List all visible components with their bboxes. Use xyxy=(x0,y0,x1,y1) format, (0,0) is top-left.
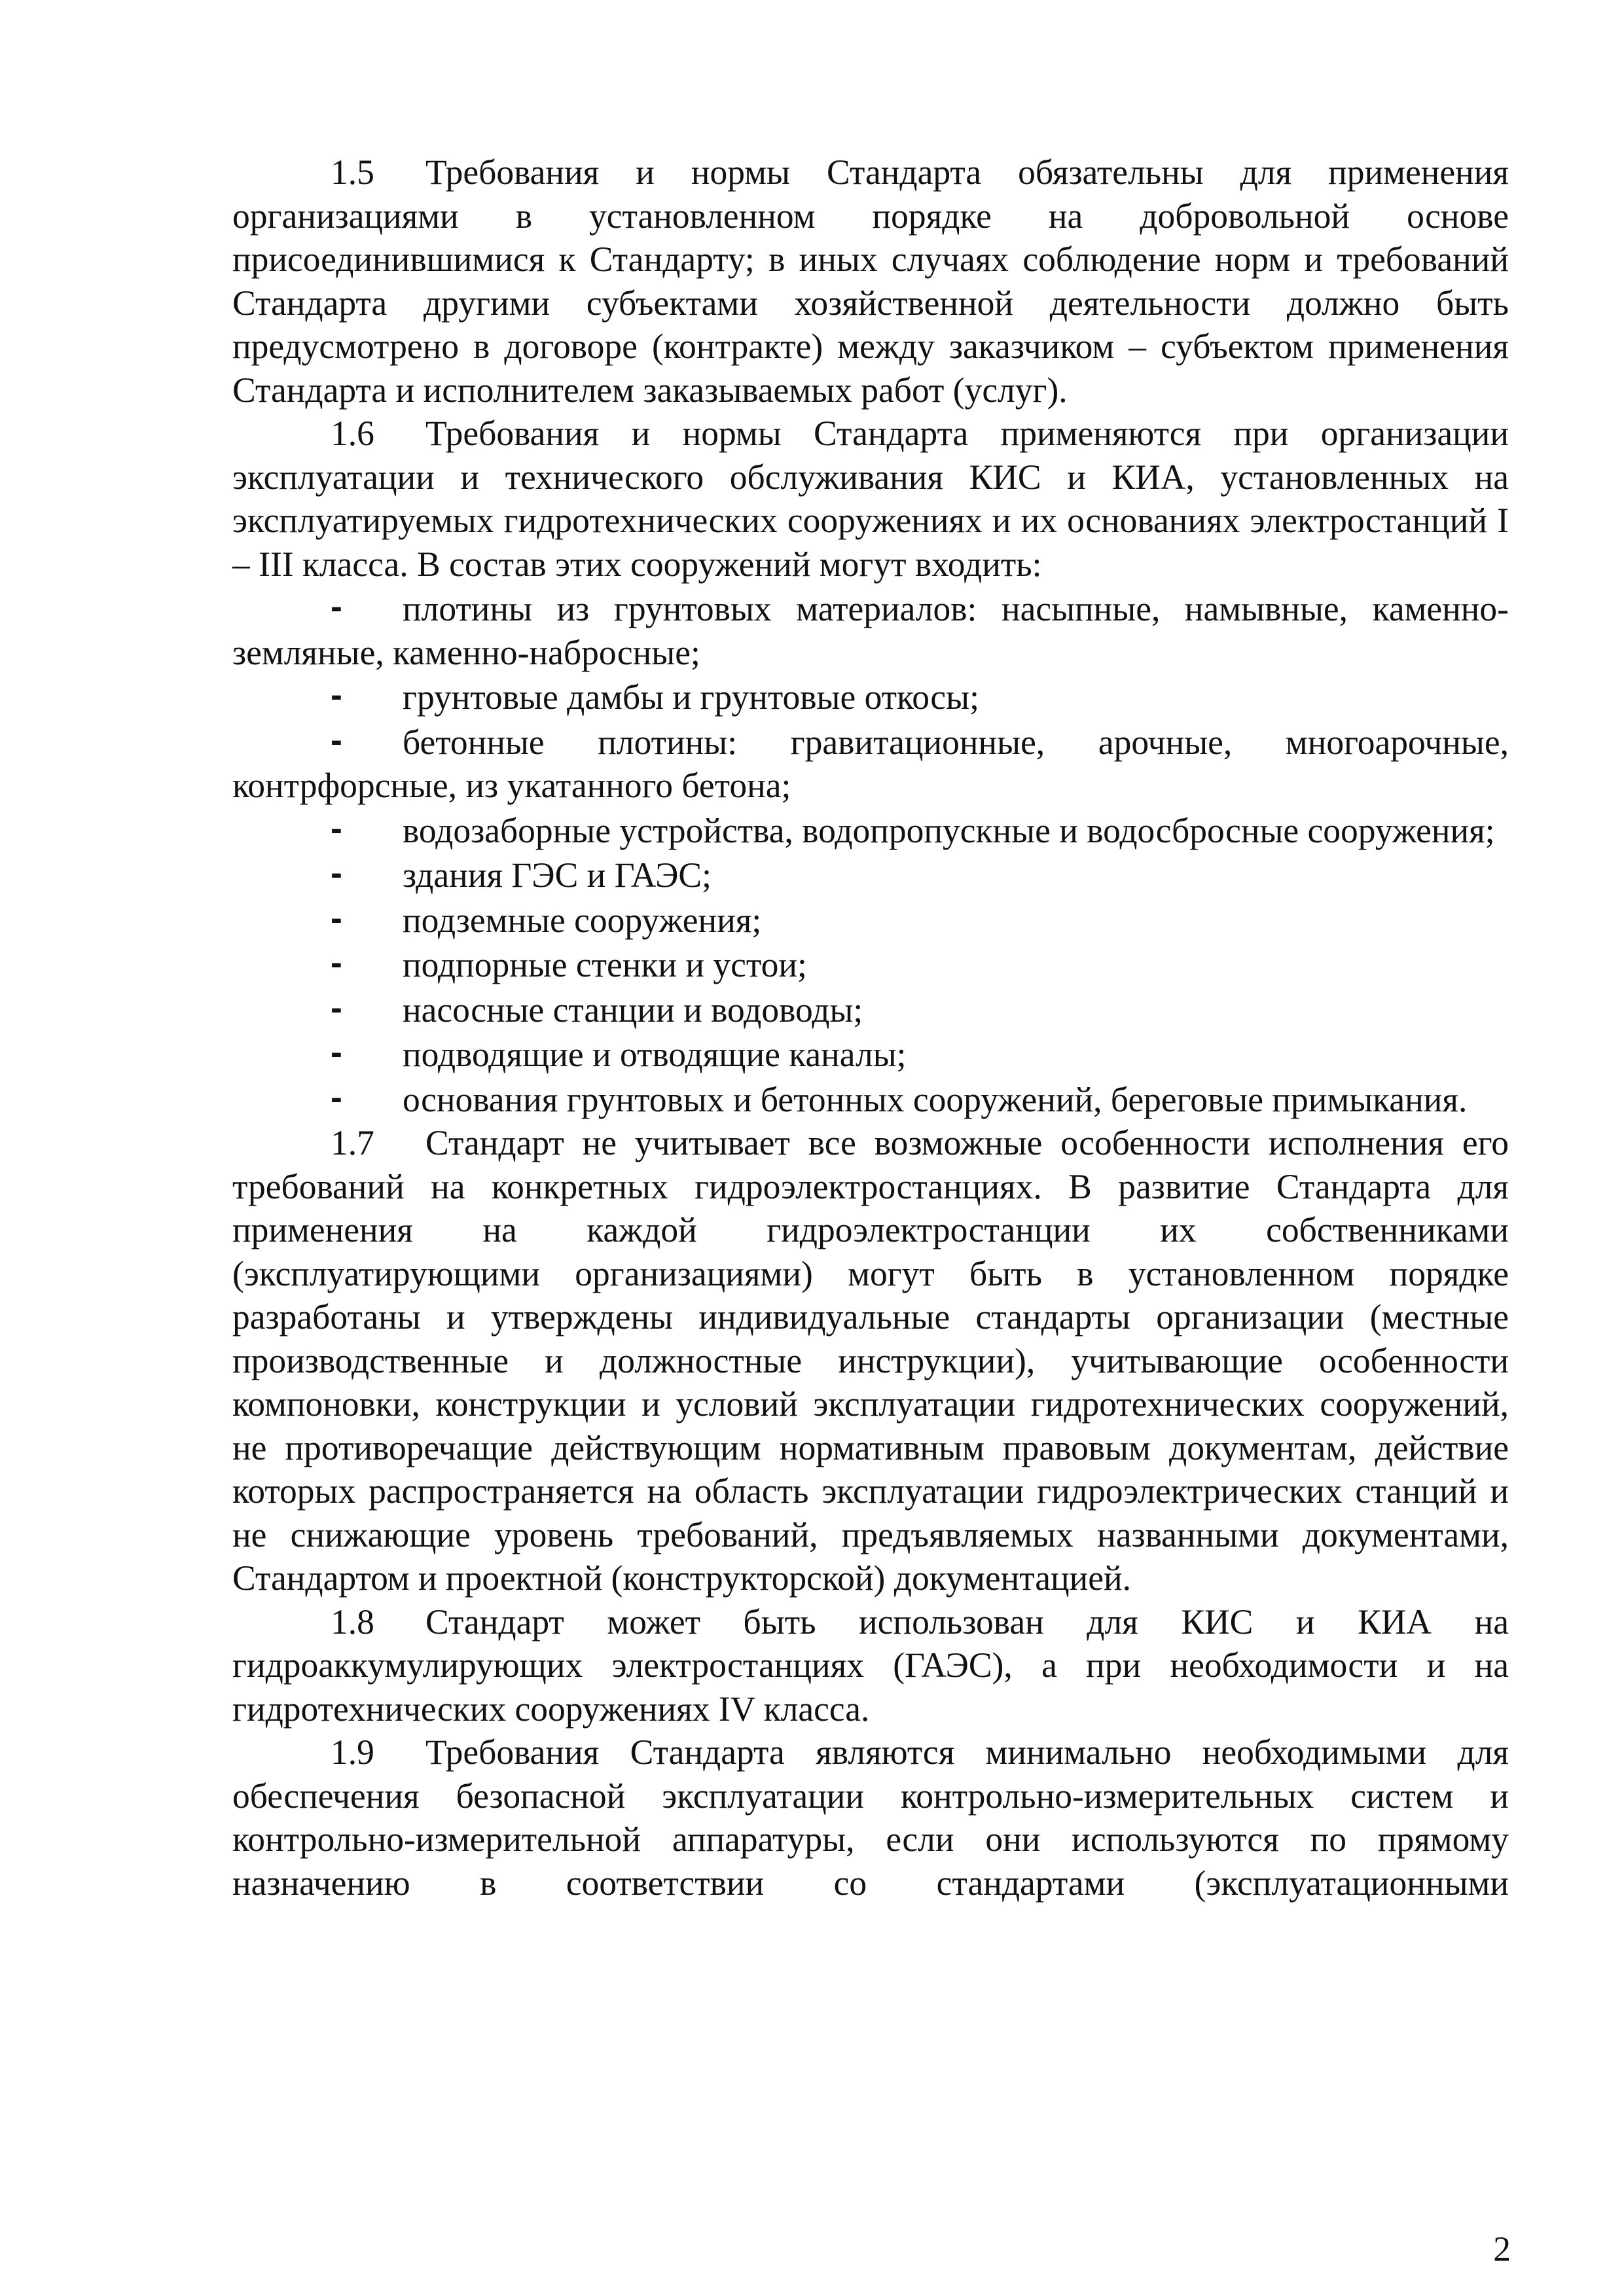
list-item xyxy=(232,674,1509,719)
list-item-text: подпорные стенки и устои; xyxy=(403,945,807,984)
dash-marker: - xyxy=(331,676,342,715)
list-item xyxy=(232,852,1509,897)
list-item-text: водозаборные устройства, водопропускные и водосбросные сооружения; xyxy=(403,810,1495,850)
list-item xyxy=(232,1077,1509,1122)
list-item-text: бетонные плотины: гравитационные, арочные, многоарочные, контрфорсные, из укатанного бетона; xyxy=(232,722,1509,805)
dash-marker: - xyxy=(331,944,342,982)
page-number: 2 xyxy=(1493,2229,1511,2269)
list-item xyxy=(232,897,1509,942)
list-item-text: основания грунтовых и бетонных сооружений, береговые примыкания. xyxy=(403,1079,1468,1119)
clause-number: 1.5 xyxy=(331,152,374,192)
dash-marker: - xyxy=(331,854,342,893)
dash-marker: - xyxy=(331,809,342,848)
clause-1-8 xyxy=(232,1600,1509,1731)
clause-1-9 xyxy=(232,1731,1509,1905)
list-item xyxy=(232,987,1509,1032)
clause-text: Стандарт может быть использован для КИС и КИА на гидроаккумулирующих электростанциях (ГАЭС), а при необходимости и на гидротехнических сооружениях IV класса. xyxy=(232,1602,1509,1729)
clause-text: Требования и нормы Стандарта применяются при организации эксплуатации и технического обслуживания КИС и КИА, установленных на эксплуатируемых гидротехнических сооружениях и их основаниях электростанций I – III класса. В состав этих сооружений могут входить: xyxy=(232,414,1509,584)
dash-marker: - xyxy=(331,1078,342,1117)
clause-number: 1.6 xyxy=(331,414,374,453)
list-item-text: здания ГЭС и ГАЭС; xyxy=(403,855,712,895)
clause-1-6 xyxy=(232,412,1509,586)
clause-text: Требования и нормы Стандарта обязательны для применения организациями в установленном порядке на добровольной основе присоединившимися к Стандарту; в иных случаях соблюдение норм и требований Стандарта другими субъектами хозяйственной деятельности должно быть предусмотрено в договоре (контракте) между заказчиком – субъектом применения Стандарта и исполнителем заказываемых работ (услуг). xyxy=(232,152,1509,410)
dash-marker: - xyxy=(331,988,342,1028)
dash-marker: - xyxy=(331,721,342,760)
document-page xyxy=(232,151,1509,1905)
list-item xyxy=(232,586,1509,674)
clause-text: Требования Стандарта являются минимально необходимыми для обеспечения безопасной эксплуатации контрольно-измерительных систем и контрольно-измерительной аппаратуры, если они используются по прямому назначению в соответствии со стандартами (эксплуатационными xyxy=(232,1732,1509,1903)
list-item xyxy=(232,1031,1509,1077)
list-item xyxy=(232,808,1509,853)
list-item-text: подземные сооружения; xyxy=(403,900,762,940)
clause-number: 1.7 xyxy=(331,1123,374,1162)
list-item-text: подводящие и отводящие каналы; xyxy=(403,1035,907,1074)
clause-1-7 xyxy=(232,1121,1509,1600)
list-item-text: насосные станции и водоводы; xyxy=(403,990,863,1030)
clause-number: 1.8 xyxy=(331,1602,374,1641)
clause-text: Стандарт не учитывает все возможные особенности исполнения его требований на конкретных гидроэлектростанциях. В развитие Стандарта для применения на каждой гидроэлектростанции их собственниками (эксплуатирующими организациями) могут быть в установленном порядке разработаны и утверждены индивидуальные стандарты организации (местные производственные и должностные инструкции), учитывающие особенности компоновки, конструкции и условий эксплуатации гидротехнических сооружений, не противоречащие действующим нормативным правовым документам, действие которых распространяется на область эксплуатации гидроэлектрических станций и не снижающие уровень требований, предъявляемых названными документами, Стандартом и проектной (конструкторской) документацией. xyxy=(232,1123,1509,1598)
dash-marker: - xyxy=(331,1033,342,1072)
list-item xyxy=(232,719,1509,808)
list-item xyxy=(232,942,1509,987)
clause-1-5 xyxy=(232,151,1509,412)
dash-marker: - xyxy=(331,899,342,938)
dash-marker: - xyxy=(331,588,342,626)
clause-number: 1.9 xyxy=(331,1732,374,1772)
list-item-text: грунтовые дамбы и грунтовые откосы; xyxy=(403,677,979,717)
list-item-text: плотины из грунтовых материалов: насыпные, намывные, каменно-земляные, каменно-набросные; xyxy=(232,589,1509,672)
